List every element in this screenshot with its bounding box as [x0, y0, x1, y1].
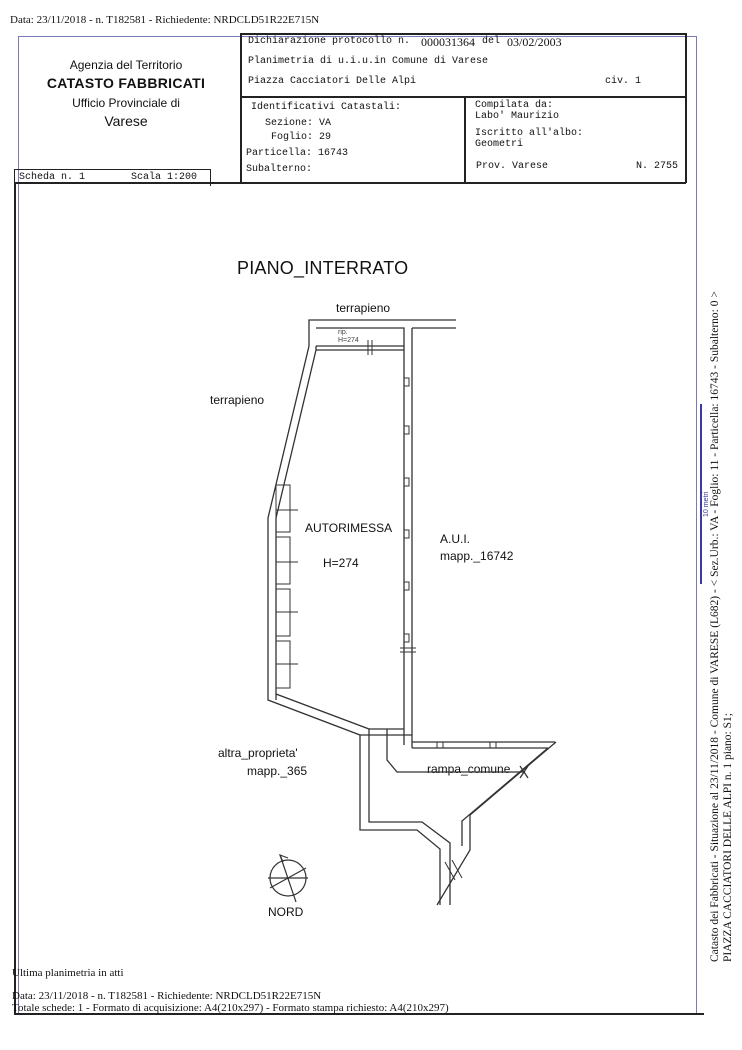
side-note-line1: Catasto dei Fabbricati - Situazione al 23/11/2018 - Comune di VARESE (L682) - < Sez.Urb.: VA - Foglio: 11 - Particella: 16743 - Subalterno: 0 >: [709, 291, 721, 962]
pillar: [404, 530, 409, 538]
scale: Scala 1:200: [131, 172, 198, 183]
rip-label: rip.: [338, 329, 348, 336]
protocol-label: Dichiarazione protocollo n.: [248, 36, 411, 47]
ramp-label: rampa_comune: [427, 762, 511, 776]
last-planimetry: Ultima planimetria in atti: [12, 967, 124, 979]
top-request-line: Data: 23/11/2018 - n. T182581 - Richiedente: NRDCLD51R22E715N: [10, 14, 320, 26]
office-label: Ufficio Provinciale di: [72, 96, 180, 110]
date-label: del: [482, 36, 501, 47]
north-arrow: [268, 855, 308, 902]
compiled-by: Labo' Maurizio: [475, 111, 560, 122]
protocol-number: 000031364: [421, 35, 475, 49]
pillar: [490, 742, 496, 748]
side-note-line2: PIAZZA CACCIATORI DELLE ALPI n. 1 piano: S1;: [722, 713, 734, 962]
aui-mapp: mapp._16742: [440, 549, 514, 563]
pillar: [437, 742, 443, 748]
office-city: Varese: [104, 113, 148, 129]
albo: Geometri: [475, 139, 524, 150]
footer-format-line: Totale schede: 1 - Formato di acquisizione: A4(210x297) - Formato stampa richiesto: A4(210x297): [12, 1002, 449, 1014]
catasto-title: CATASTO FABBRICATI: [46, 75, 206, 91]
protocol-date: 03/02/2003: [507, 35, 562, 49]
room-height: H=274: [323, 556, 359, 570]
pillar: [404, 478, 409, 486]
other-property-mapp: mapp._365: [247, 764, 308, 778]
scale-marker-tag: 10 metri: [703, 491, 710, 517]
bay: [276, 537, 290, 584]
scheda-number: Scheda n. 1: [19, 172, 86, 183]
pillar: [404, 378, 409, 386]
planimetry-line: Planimetria di u.i.u.in Comune di Varese: [248, 56, 489, 67]
rip-height: H=274: [338, 337, 359, 344]
room-label: AUTORIMESSA: [305, 521, 393, 535]
plan-wall: [276, 346, 450, 905]
aui-label: A.U.I.: [440, 532, 471, 546]
plan-wall: [462, 748, 548, 846]
terrapieno-left-label: terrapieno: [210, 393, 265, 407]
pillar: [404, 582, 409, 590]
subalterno: Subalterno:: [246, 164, 313, 175]
pillar: [404, 634, 409, 642]
foglio: Foglio: 29: [271, 132, 332, 143]
plan-wall: [309, 320, 456, 328]
other-property-label: altra_proprieta': [218, 746, 298, 760]
albo-label: Iscritto all'albo:: [475, 128, 584, 139]
sezione: Sezione: VA: [265, 118, 332, 129]
plan-wall: [268, 328, 440, 905]
pillar: [404, 426, 409, 434]
terrapieno-top-label: terrapieno: [336, 301, 391, 315]
door-mark: [452, 860, 462, 878]
civ-number: civ. 1: [605, 76, 642, 87]
province: Prov. Varese: [476, 161, 549, 172]
footer-request-line: Data: 23/11/2018 - n. T182581 - Richiedente: NRDCLD51R22E715N: [12, 990, 322, 1002]
plan-wall: [437, 742, 556, 905]
plan-title: PIANO_INTERRATO: [237, 258, 409, 278]
north-label: NORD: [268, 905, 304, 919]
compiled-by-label: Compilata da:: [475, 100, 554, 111]
particella: Particella: 16743: [246, 148, 349, 159]
address-line: Piazza Cacciatori Delle Alpi: [248, 76, 417, 87]
identifiers-heading: Identificativi Catastali:: [251, 102, 402, 113]
plan-wall: [316, 328, 404, 745]
agency-name: Agenzia del Territorio: [69, 58, 183, 72]
registration-number: N. 2755: [636, 161, 679, 172]
